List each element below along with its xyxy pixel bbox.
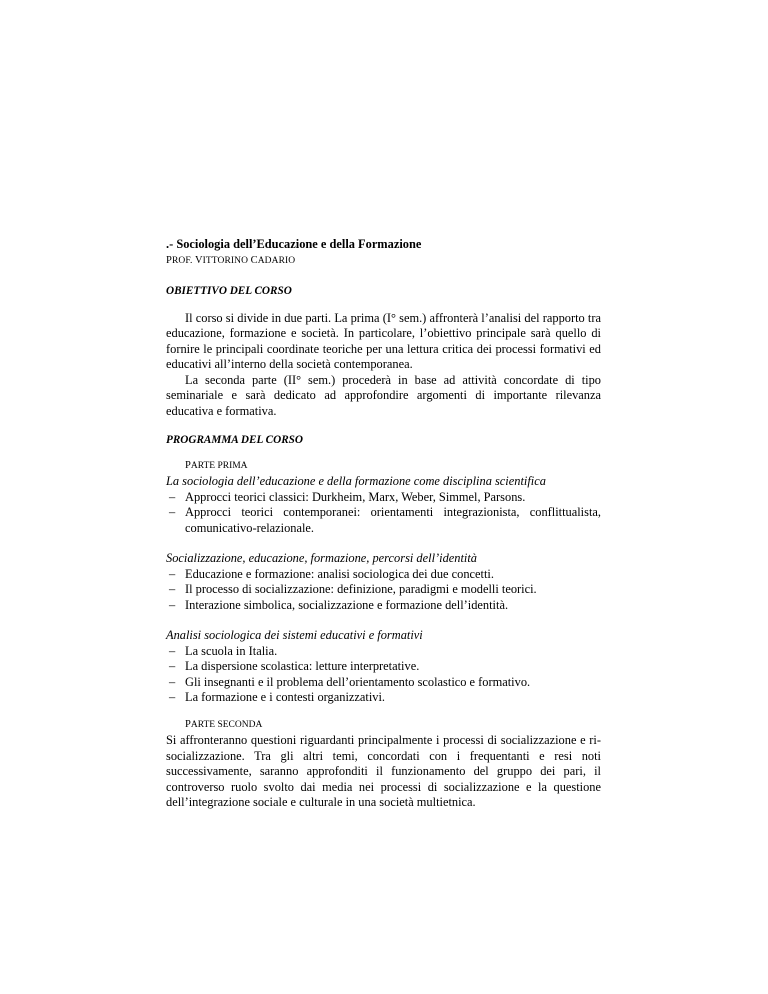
- prof-last-cap: C: [250, 254, 258, 266]
- block-title: La sociologia dell’educazione e della formazione come disciplina scientifica: [166, 474, 546, 488]
- program-block-1: [166, 474, 601, 536]
- program-block-3: [166, 628, 601, 706]
- list-item-text: Gli insegnanti e il problema dell’orientamento scolastico e formativo.: [185, 674, 531, 689]
- dash-marker: –: [169, 674, 176, 689]
- program-block-2: [166, 551, 601, 613]
- dash-marker: –: [169, 566, 176, 581]
- block-title: Socializzazione, educazione, formazione, percorsi dell’identità: [166, 551, 477, 565]
- objective-paragraph-1: Il corso si divide in due parti. La prima (I° sem.) affronterà l’analisi del rapporto tra educazione, formazione e società. In particolare, l’obiettivo principale sarà quello di fornire le principali coordinate teoriche per una lettura critica dei processi formativi ed educativi all’interno della società contemporanea.: [166, 310, 601, 371]
- part-one-label: [166, 458, 601, 475]
- objective-paragraph-2: La seconda parte (II° sem.) procederà in base ad attività concordate di tipo seminariale e sarà dedicato ad approfondire argomenti di importante rilevanza educativa e formativa.: [166, 372, 601, 418]
- list-item-text: La scuola in Italia.: [185, 643, 278, 658]
- dash-marker: –: [169, 597, 176, 612]
- course-title: .- Sociologia dell’Educazione e della Formazione: [166, 237, 422, 251]
- topic-list: [166, 567, 601, 614]
- dash-marker: –: [169, 582, 176, 596]
- list-item: [166, 490, 601, 506]
- dash-marker: –: [169, 489, 176, 504]
- part-two-paragraph: Si affronteranno questioni riguardanti principalmente i processi di socializzazione e ri-socializzazione. Tra gli altri temi, concordati con i frequentanti e resi noti successivamente, saranno approfonditi il funzionamento del gruppo dei pari, il controverso ruolo svolto dai media nei processi di socializzazione e la questione dell’integrazione sociale e culturale in una società multietnica.: [166, 733, 601, 809]
- professor-name: [166, 253, 601, 270]
- list-item: [166, 659, 601, 675]
- list-item: [166, 675, 601, 691]
- prof-first-rest: ITTORINO: [202, 255, 249, 266]
- list-item-text: Approcci teorici contemporanei: orientamenti integrazionista, conflittualista, comunicativo-relazionale.: [185, 505, 601, 535]
- list-item-text: Approcci teorici classici: Durkheim, Marx, Weber, Simmel, Parsons.: [185, 489, 526, 504]
- list-item: [166, 582, 601, 598]
- dash-marker: –: [169, 643, 176, 658]
- prof-prefix-cap: P: [166, 254, 172, 266]
- list-item-text: Educazione e formazione: analisi sociologica dei due concetti.: [185, 566, 494, 581]
- prof-last-rest: ADARIO: [257, 255, 296, 266]
- topic-list: [166, 490, 601, 537]
- objective-heading: OBIETTIVO DEL CORSO: [166, 285, 292, 297]
- list-item-text: Interazione simbolica, socializzazione e formazione dell’identità.: [185, 597, 509, 612]
- part-one-cap: P: [185, 459, 191, 471]
- part-two-rest: ARTE SECONDA: [190, 719, 263, 730]
- list-item-text: Il processo di socializzazione: definizione, paradigmi e modelli teorici.: [185, 582, 537, 596]
- list-item: [166, 505, 601, 536]
- part-one-rest: ARTE PRIMA: [190, 460, 248, 471]
- list-item: [166, 567, 601, 583]
- prof-prefix-rest: ROF.: [171, 255, 193, 266]
- prof-first-cap: V: [194, 254, 203, 266]
- list-item: [166, 644, 601, 660]
- list-item-text: La formazione e i contesti organizzativi.: [185, 690, 386, 704]
- program-heading: PROGRAMMA DEL CORSO: [166, 434, 303, 446]
- part-two-cap: P: [185, 718, 191, 730]
- block-title: Analisi sociologica dei sistemi educativi e formativi: [166, 628, 423, 642]
- topic-list: [166, 644, 601, 706]
- list-item-text: La dispersione scolastica: letture interpretative.: [185, 659, 420, 673]
- dash-marker: –: [169, 505, 176, 519]
- part-two-label: [166, 717, 601, 734]
- dash-marker: –: [169, 659, 176, 673]
- document-page: [166, 237, 601, 811]
- list-item: [166, 598, 601, 614]
- dash-marker: –: [169, 690, 176, 704]
- list-item: [166, 690, 601, 706]
